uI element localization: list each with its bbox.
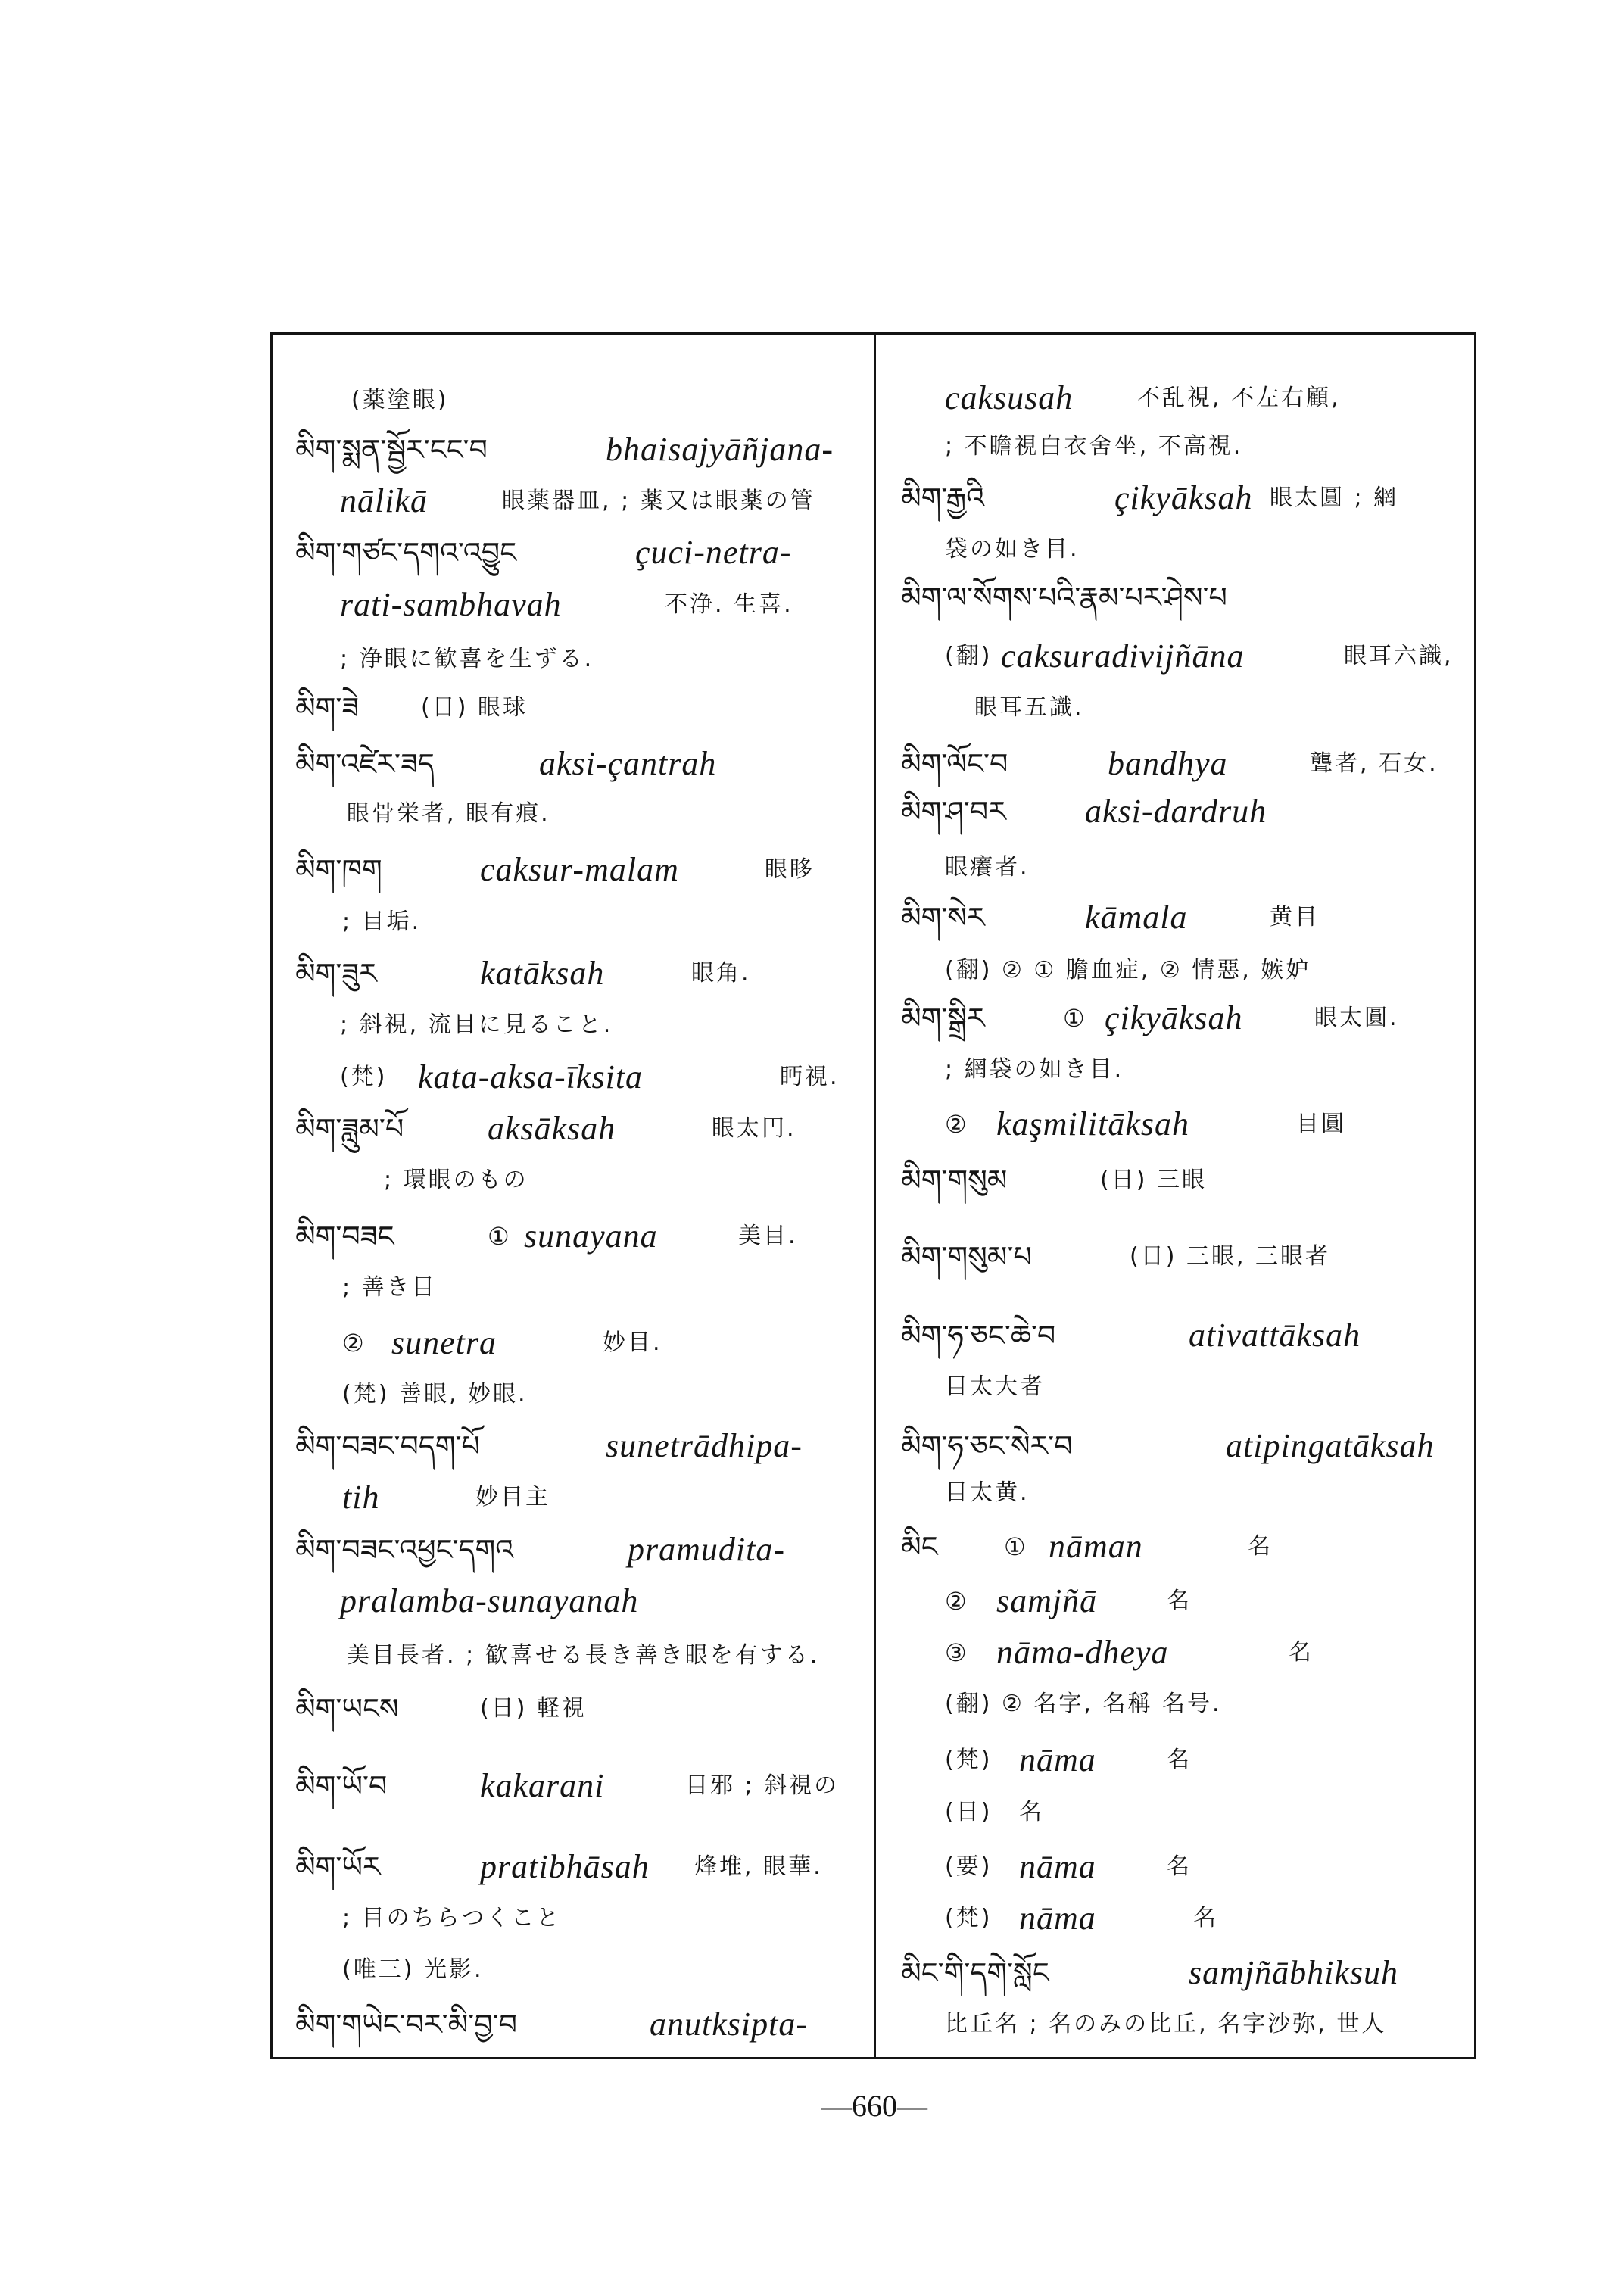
japanese-gloss: 眄視. xyxy=(780,1064,840,1090)
japanese-gloss: 名 xyxy=(1019,1799,1044,1825)
japanese-gloss: 眼太円. xyxy=(712,1115,796,1142)
japanese-gloss: 眼耳六識, xyxy=(1344,643,1454,669)
sanskrit-term: çuci-netra- xyxy=(635,534,792,571)
entry-line xyxy=(0,1583,1624,1619)
sanskrit-term: nāma xyxy=(1019,1848,1096,1885)
sense-number: ② xyxy=(945,1110,967,1139)
sanskrit-term: çikyāksah xyxy=(1105,999,1243,1036)
entry-line xyxy=(0,952,1624,989)
entry-line xyxy=(0,1270,1624,1306)
tibetan-headword: མིག་ཡོ་བ xyxy=(295,1769,388,1803)
sanskrit-term: tih xyxy=(342,1479,380,1516)
japanese-gloss: 眼太圓 ; 網 xyxy=(1270,485,1399,511)
sanskrit-term: nāma xyxy=(1019,1741,1096,1778)
sanskrit-term: pralamba-sunayanah xyxy=(340,1582,639,1619)
tibetan-headword: མིག་གསུམ་པ xyxy=(901,1240,1032,1273)
sanskrit-term: bandhya xyxy=(1108,745,1228,782)
japanese-gloss: 名 xyxy=(1193,1905,1218,1931)
sense-number: ① xyxy=(1063,1004,1085,1033)
tibetan-headword: མིག་འཛེར་ཟད xyxy=(295,747,435,781)
japanese-gloss: 黄目 xyxy=(1270,904,1320,930)
sanskrit-term: caksusah xyxy=(945,379,1074,416)
japanese-gloss: 袋の如き目. xyxy=(945,536,1080,563)
japanese-gloss: 美目. xyxy=(738,1223,798,1249)
sanskrit-term: sunetrādhipa- xyxy=(606,1427,803,1464)
entry-line xyxy=(0,1000,1624,1036)
japanese-gloss: 聾者, 石女. xyxy=(1310,750,1439,777)
japanese-gloss: (梵) 善眼, 妙眼. xyxy=(342,1381,528,1407)
tibetan-headword: མིག་གཡེང་བར་མི་བྱ་བ xyxy=(295,2008,517,2041)
sanskrit-term: pratibhāsah xyxy=(480,1848,650,1885)
entry-line xyxy=(0,1428,1624,1464)
sanskrit-term: caksuradivijñāna xyxy=(1001,637,1245,675)
japanese-gloss: 眼角. xyxy=(691,960,751,986)
japanese-gloss: ; 目のちらつくこと xyxy=(342,1905,562,1931)
japanese-gloss: 妙目主 xyxy=(475,1484,550,1510)
sanskrit-term: nāma xyxy=(1019,1900,1096,1937)
sanskrit-term: pramudita- xyxy=(628,1531,785,1568)
japanese-gloss: 比丘名 ; 名のみの比丘, 名字沙弥, 世人 xyxy=(945,2011,1387,2037)
page-number: —660— xyxy=(821,2089,927,2123)
japanese-gloss: 目太黄. xyxy=(945,1479,1030,1506)
japanese-gloss: ; 環眼のもの xyxy=(384,1167,528,1193)
japanese-gloss: (翻) ② 名字, 名稱 名号. xyxy=(945,1691,1222,1717)
sense-number: ③ xyxy=(945,1638,967,1667)
entry-line xyxy=(0,2006,1624,2043)
tibetan-headword: མིག་ཧ་ཅང་ཆེ་བ xyxy=(901,1319,1056,1352)
sense-number: ① xyxy=(1004,1532,1026,1561)
tibetan-headword: མིག་ལ་སོགས་པའི་རྣམ་པར་ཤེས་པ xyxy=(901,581,1227,614)
entry-line xyxy=(0,746,1624,782)
entry-line xyxy=(0,1742,1624,1778)
japanese-gloss: (日) 三眼 xyxy=(1100,1167,1207,1193)
japanese-gloss: 眼耳五識. xyxy=(974,694,1084,721)
entry-line xyxy=(0,579,1624,616)
entry-line xyxy=(0,1239,1624,1275)
sanskrit-term: rati-sambhavah xyxy=(340,586,562,623)
entry-line xyxy=(0,793,1624,830)
entry-line xyxy=(0,690,1624,726)
sanskrit-term: aksāksah xyxy=(488,1110,616,1147)
source-label: (梵) xyxy=(945,1747,993,1773)
japanese-gloss: (日) 軽視 xyxy=(480,1695,587,1722)
japanese-gloss: ; 善き目 xyxy=(342,1274,437,1301)
entry-line xyxy=(0,1052,1624,1088)
entry-line xyxy=(0,480,1624,516)
sanskrit-term: samjñābhiksuh xyxy=(1189,1954,1398,1991)
japanese-gloss: ; 網袋の如き目. xyxy=(945,1056,1124,1083)
tibetan-headword: མིག་སྒྲིར xyxy=(901,1002,985,1035)
japanese-gloss: (唯三) 光影. xyxy=(342,1956,484,1983)
japanese-gloss: (日) 三眼, 三眼者 xyxy=(1130,1243,1331,1270)
entry-line xyxy=(0,1900,1624,1937)
japanese-gloss: ; 浄眼に歓喜を生ずる. xyxy=(340,646,594,672)
sanskrit-term: bhaisajyāñjana- xyxy=(606,431,834,468)
entry-line xyxy=(0,1955,1624,1991)
tibetan-headword: མིག་སེར xyxy=(901,901,985,934)
japanese-gloss: (薬塗眼) xyxy=(351,387,449,413)
japanese-gloss: 美目長者. ; 歓喜せる長き善き眼を有する. xyxy=(347,1642,820,1669)
tibetan-headword: མིག་ཧ་ཅང་སེར་བ xyxy=(901,1429,1073,1463)
japanese-gloss: 名 xyxy=(1167,1588,1192,1614)
tibetan-headword: མིག་ཤ་བར xyxy=(901,795,1006,828)
entry-line xyxy=(0,849,1624,886)
entry-line xyxy=(0,1686,1624,1722)
source-label: (梵) xyxy=(945,1905,993,1931)
source-label: (梵) xyxy=(340,1064,388,1090)
sanskrit-term: anutksipta- xyxy=(650,2006,808,2043)
source-label: (翻) xyxy=(945,643,993,669)
japanese-gloss: 名 xyxy=(1167,1747,1192,1773)
entry-line xyxy=(0,1849,1624,1885)
sense-number: ① xyxy=(488,1222,510,1251)
tibetan-headword: མིག་ཡངས xyxy=(295,1692,399,1725)
entry-line xyxy=(0,429,1624,465)
sanskrit-term: kāmala xyxy=(1085,899,1188,936)
sense-number: ② xyxy=(945,1587,967,1616)
tibetan-headword: མིག་གཙང་དགའ་འབྱུང xyxy=(295,536,516,569)
sanskrit-term: kaşmilitāksah xyxy=(996,1105,1189,1142)
tibetan-headword: མིག་ལོང་བ xyxy=(901,747,1008,781)
sanskrit-term: sunetra xyxy=(391,1324,497,1361)
tibetan-headword: མིག་ཁག xyxy=(295,853,382,887)
japanese-gloss: 目邪 ; 斜視の xyxy=(685,1772,840,1799)
sanskrit-term: ativattāksah xyxy=(1189,1317,1361,1354)
japanese-gloss: (日) 眼球 xyxy=(421,694,528,721)
japanese-gloss: 眼眵 xyxy=(765,856,815,883)
sanskrit-term: caksur-malam xyxy=(480,851,679,888)
entry-line xyxy=(0,638,1624,675)
sanskrit-term: sunayana xyxy=(524,1217,658,1255)
entry-line xyxy=(0,531,1624,568)
japanese-gloss: 不浄. 生喜. xyxy=(665,591,793,618)
tibetan-headword: མིག་བཟང་བདག་པོ xyxy=(295,1429,480,1463)
entry-line xyxy=(0,1162,1624,1198)
japanese-gloss: 妙目. xyxy=(603,1329,662,1356)
japanese-gloss: 眼骨栄者, 眼有痕. xyxy=(347,800,550,827)
japanese-gloss: 名 xyxy=(1248,1533,1273,1560)
sanskrit-term: nāma-dheya xyxy=(996,1634,1169,1671)
entry-line xyxy=(0,380,1624,416)
tibetan-headword: མིང་གི་དགེ་སློང xyxy=(901,1956,1049,1990)
entry-line xyxy=(0,1475,1624,1511)
tibetan-headword: མིག་སྨན་སྦྱོར་ངང་བ xyxy=(295,433,488,466)
sanskrit-term: aksi-çantrah xyxy=(539,745,717,782)
sanskrit-term: kata-aksa-īksita xyxy=(418,1058,644,1096)
tibetan-headword: མིག་ཟླུམ་པོ xyxy=(295,1112,404,1145)
japanese-gloss: 目圓 xyxy=(1296,1111,1346,1137)
japanese-gloss: ; 目垢. xyxy=(342,909,422,935)
japanese-gloss: ; 斜視, 流目に見ること. xyxy=(340,1011,613,1038)
tibetan-headword: མིག་ཡོར xyxy=(295,1850,381,1884)
entry-line xyxy=(0,1635,1624,1671)
japanese-gloss: 不乱視, 不左右顧, xyxy=(1137,385,1341,411)
tibetan-headword: མིག་ཟུར xyxy=(295,957,377,990)
entry-line xyxy=(0,1317,1624,1354)
entry-line xyxy=(0,899,1624,936)
entry-line xyxy=(0,1369,1624,1405)
sanskrit-term: atipingatāksah xyxy=(1226,1427,1435,1464)
tibetan-headword: མིག་གསུམ xyxy=(901,1164,1008,1197)
japanese-gloss: 烽堆, 眼華. xyxy=(694,1853,823,1880)
japanese-gloss: ; 不瞻視白衣舍坐, 不高視. xyxy=(945,433,1243,460)
japanese-gloss: 名 xyxy=(1167,1853,1192,1880)
sense-number: ② xyxy=(342,1329,364,1357)
japanese-gloss: 眼太圓. xyxy=(1314,1005,1399,1031)
sanskrit-term: katāksah xyxy=(480,955,605,992)
sanskrit-term: samjñā xyxy=(996,1582,1098,1619)
japanese-gloss: 眼癢者. xyxy=(945,854,1030,881)
tibetan-headword: མིག་ཟེ xyxy=(295,691,360,725)
sanskrit-term: aksi-dardruh xyxy=(1085,793,1267,830)
japanese-gloss: 目太大者 xyxy=(945,1373,1045,1400)
sanskrit-term: nāman xyxy=(1049,1528,1143,1565)
sanskrit-term: kakarani xyxy=(480,1767,605,1804)
tibetan-headword: མིང xyxy=(901,1530,938,1563)
entry-line xyxy=(0,1794,1624,1831)
japanese-gloss: 眼薬器皿, ; 薬又は眼薬の管 xyxy=(502,488,815,514)
sanskrit-term: çikyāksah xyxy=(1114,479,1253,516)
tibetan-headword: མིག་རྒྱའི xyxy=(901,482,985,515)
source-label: (要) xyxy=(945,1853,993,1880)
japanese-gloss: (翻) ② ① 膽血症, ② 情惡, 嫉妒 xyxy=(945,957,1311,983)
entry-line xyxy=(0,1106,1624,1142)
japanese-gloss: 名 xyxy=(1289,1639,1314,1666)
tibetan-headword: མིག་བཟང་འཕྱང་དགའ xyxy=(295,1533,514,1566)
sanskrit-term: nālikā xyxy=(340,482,428,519)
tibetan-headword: མིག་བཟང xyxy=(295,1220,394,1253)
source-label: (日) xyxy=(945,1799,993,1825)
entry-line xyxy=(0,1529,1624,1565)
